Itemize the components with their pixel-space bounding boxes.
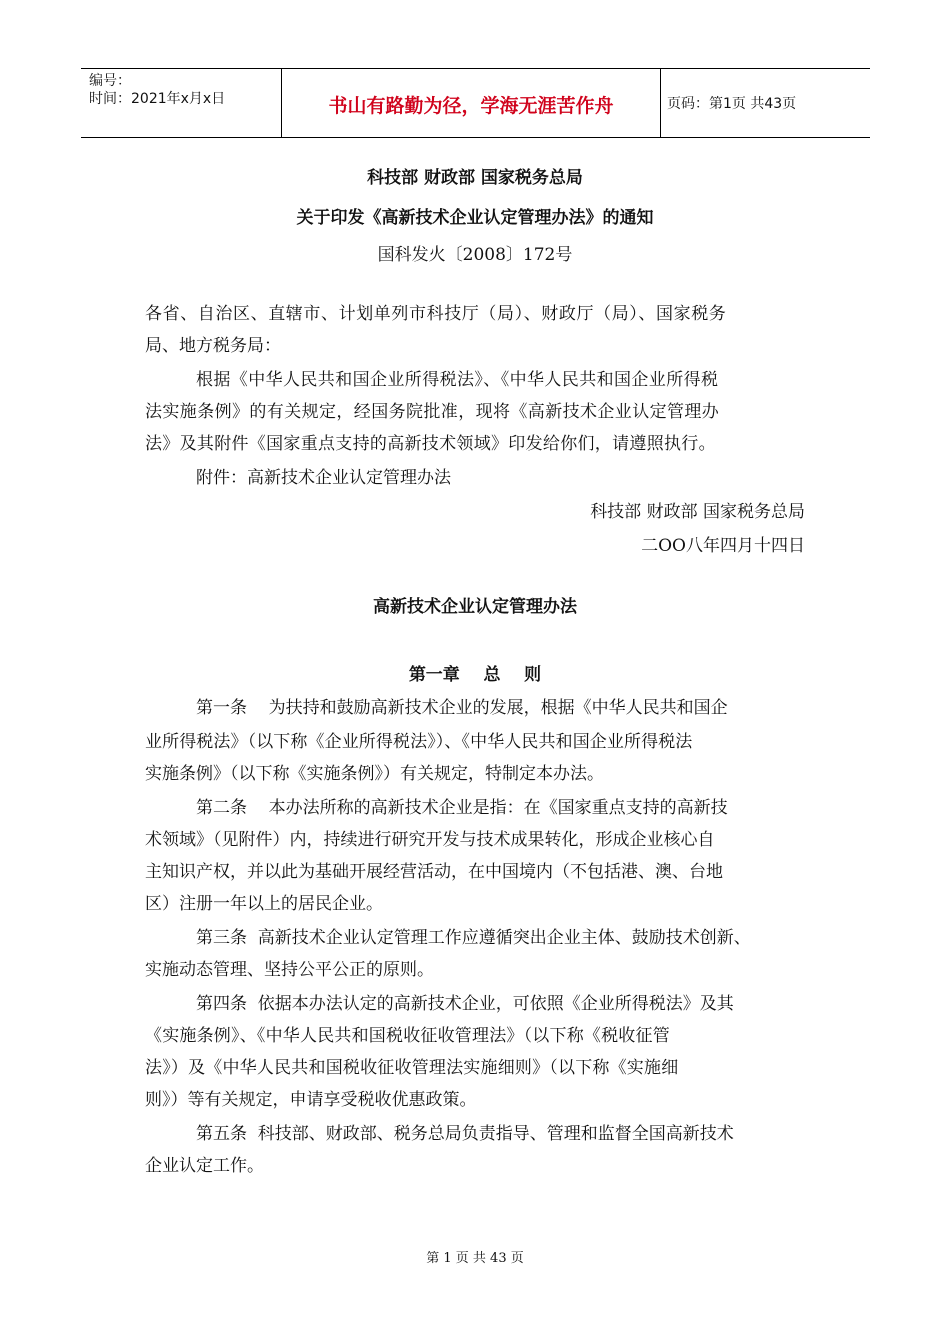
- article-line: 第五条 科技部、财政部、税务总局负责指导、管理和监督全国高新技术: [196, 1124, 734, 1144]
- chapter-heading: 第一章 总 则: [408, 665, 542, 685]
- slogan: 书山有路勤为径，学海无涯苦作舟: [328, 95, 614, 117]
- number-label: 编号：: [89, 73, 131, 89]
- article-line: 区）注册一年以上的居民企业。: [145, 894, 383, 914]
- issuer-heading: 科技部 财政部 国家税务总局: [367, 168, 583, 188]
- article-line: 主知识产权，并以此为基础开展经营活动，在中国境内（不包括港、澳、台地: [145, 862, 723, 882]
- notice-line: 法》及其附件《国家重点支持的高新技术领域》印发给你们，请遵照执行。: [145, 434, 716, 454]
- notice-line: 根据《中华人民共和国企业所得税法》、《中华人民共和国企业所得税: [196, 370, 719, 390]
- issue-date: 二OO八年四月十四日: [641, 536, 805, 556]
- header-slogan-cell: [282, 69, 661, 137]
- attachment-line: 附件：高新技术企业认定管理办法: [196, 468, 451, 488]
- measures-title: 高新技术企业认定管理办法: [373, 597, 577, 617]
- notice-line: 各省、自治区、直辖市、计划单列市科技厅（局）、财政厅（局）、国家税务: [145, 304, 727, 324]
- article-line: 业所得税法》（以下称《企业所得税法》）、《中华人民共和国企业所得税法: [145, 732, 693, 752]
- header-table: [81, 68, 870, 138]
- article-line: 第一条 为扶持和鼓励高新技术企业的发展，根据《中华人民共和国企: [196, 698, 728, 718]
- article-line: 则》）等有关规定，申请享受税收优惠政策。: [145, 1090, 477, 1110]
- article-line: 实施条例》（以下称《实施条例》）有关规定，特制定本办法。: [145, 764, 604, 784]
- doc-number: 国科发火〔2008〕172号: [377, 245, 573, 265]
- article-line: 术领域》（见附件）内，持续进行研究开发与技术成果转化，形成企业核心自: [145, 830, 715, 850]
- notice-line: 法实施条例》的有关规定，经国务院批准，现将《高新技术企业认定管理办: [145, 402, 720, 422]
- article-line: 《实施条例》、《中华人民共和国税收征收管理法》（以下称《税收征管: [145, 1026, 670, 1046]
- notice-line: 局、地方税务局：: [145, 336, 281, 356]
- article-line: 企业认定工作。: [145, 1156, 264, 1176]
- header-meta-cell: [81, 69, 282, 137]
- page-info: 页码：第1页 共43页: [667, 96, 797, 112]
- signature: 科技部 财政部 国家税务总局: [590, 502, 805, 522]
- article-line: 法》）及《中华人民共和国税收征收管理法实施细则》（以下称《实施细: [145, 1058, 679, 1078]
- article-line: 实施动态管理、坚持公平公正的原则。: [145, 960, 434, 980]
- page-footer: 第 1 页 共 43 页: [426, 1251, 524, 1266]
- article-line: 第三条 高新技术企业认定管理工作应遵循突出企业主体、鼓励技术创新、: [196, 928, 751, 948]
- notice-title: 关于印发《高新技术企业认定管理办法》的通知: [296, 208, 654, 228]
- time-label: 时间：2021年x月x日: [89, 91, 226, 107]
- article-line: 第四条 依据本办法认定的高新技术企业，可依照《企业所得税法》及其: [196, 994, 734, 1014]
- article-line: 第二条 本办法所称的高新技术企业是指：在《国家重点支持的高新技: [196, 798, 728, 818]
